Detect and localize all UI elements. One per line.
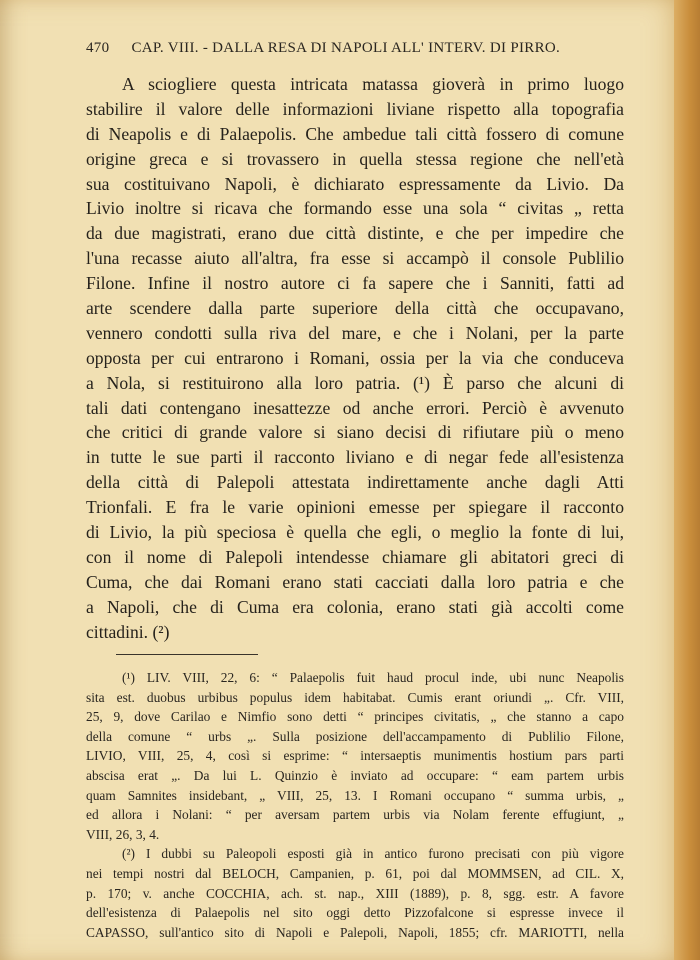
main-paragraph	[86, 72, 624, 644]
paragraph-line: da due magistrati, erano due città distinte, e che per impedire che	[86, 223, 624, 244]
footnote-line: CAPASSO, sull'antico sito di Napoli e Palepoli, Napoli, 1855; cfr. MARIOTTI, nella	[86, 924, 624, 940]
paragraph-line: sua costituivano Napoli, è dichiarato espressamente da Livio. Da	[86, 173, 624, 194]
footnote-line: 25, 9, dove Carilao e Nimfio sono detti “ principes civitatis, „ che stanno a capo	[86, 709, 624, 725]
footnotes	[86, 668, 624, 942]
paragraph-line: arte scendere dalla parte superiore della città che occupavano,	[86, 298, 624, 319]
footnote-line: dell'esistenza di Palaepolis nel sito oggi detto Pizzofalcone si espresse invece il	[86, 905, 624, 921]
footnote-line: (²) I dubbi su Paleopoli esposti già in antico furono precisati con più vigore	[122, 846, 624, 862]
footnote-line: abscisa erat „. Da lui L. Quinzio è inviato ad occupare: “ eam partem urbis	[86, 767, 624, 783]
paragraph-line: Cuma, che dai Romani erano stati cacciati dalla loro patria e che	[86, 571, 624, 592]
footnote-line: quam Samnites insidebant, „ VIII, 25, 13. I Romani occupano “ summa urbis, „	[86, 787, 624, 803]
footnote-line: LIVIO, VIII, 25, 4, così si esprime: “ intersaeptis munimentis hostium pars parti	[86, 748, 624, 764]
paragraph-line: vennero condotti sulla riva del mare, e che i Nolani, per la parte	[86, 322, 624, 343]
footnote-line: ed allora i Nolani: “ per aversam partem urbis via Nolam ferente effugiunt, „	[86, 807, 624, 823]
paragraph-line: Filone. Infine il nostro autore ci fa sapere che i Sanniti, fatti ad	[86, 273, 624, 294]
running-title: CAP. VIII. - DALLA RESA DI NAPOLI ALL' INTERV. DI PIRRO.	[131, 40, 561, 56]
running-header	[86, 40, 646, 57]
paragraph-line: Livio inoltre si ricava che formando esse una sola “ civitas „ retta	[86, 198, 624, 219]
paragraph-line: della città di Palepoli attestata indirettamente anche dagli Atti	[86, 472, 624, 493]
paragraph-line: di Livio, la più speciosa è quella che egli, o meglio la fonte di lui,	[86, 522, 624, 543]
paragraph-line: a Nola, si restituirono alla loro patria. (¹) È parso che alcuni di	[86, 372, 624, 393]
page-number: 470	[86, 40, 110, 56]
paragraph-line: Trionfali. E fra le varie opinioni emesse per spiegare il racconto	[86, 497, 624, 518]
paragraph-line: stabilire il valore delle informazioni liviane rispetto alla topografia	[86, 98, 624, 119]
footnote-separator	[116, 654, 258, 655]
paragraph-line: origine greca e si trovassero in quella stessa regione che nell'età	[86, 148, 624, 169]
footnote-line: nei tempi nostri dal BELOCH, Campanien, p. 61, poi dal MOMMSEN, ad CIL. X,	[86, 865, 624, 881]
paragraph-line: cittadini. (²)	[86, 621, 170, 642]
paragraph-line: l'una recasse aiuto all'altra, fra esse si accampò il console Publilio	[86, 248, 624, 269]
footnote-line: (¹) LIV. VIII, 22, 6: “ Palaepolis fuit haud procul inde, ubi nunc Neapolis	[122, 670, 624, 685]
footnote-line: sita est. duobus urbibus populus idem habitabat. Cumis erant oriundi „. Cfr. VIII,	[86, 689, 624, 705]
paragraph-line: con il nome di Palepoli intendesse chiamare gli abitatori greci di	[86, 546, 624, 567]
paragraph-line: di Neapolis e di Palaepolis. Che ambedue tali città fossero di comune	[86, 123, 624, 144]
footnote-line: della comune “ urbs „. Sulla posizione dell'accampamento di Publilio Filone,	[86, 728, 624, 744]
paragraph-line: A sciogliere questa intricata matassa gioverà in primo luogo	[122, 74, 624, 94]
paragraph-line: in tutte le sue parti il racconto liviano e di negar fede all'esistenza	[86, 447, 624, 468]
paragraph-line: che critici di grande valore si siano decisi di rifiutare più o meno	[86, 422, 624, 443]
page-edge	[674, 0, 700, 960]
footnote-line: p. 170; v. anche COCCHIA, ach. st. nap., XIII (1889), p. 8, sgg. estr. A favore	[86, 885, 624, 901]
paragraph-line: tali dati contengano inesattezze od anche errori. Perciò è avvenuto	[86, 397, 624, 418]
footnote-line: VIII, 26, 3, 4.	[86, 826, 160, 842]
paragraph-line: a Napoli, che di Cuma era colonia, erano stati già accolti come	[86, 596, 624, 617]
paragraph-line: opposta per cui entrarono i Romani, ossia per la via che conduceva	[86, 347, 624, 368]
